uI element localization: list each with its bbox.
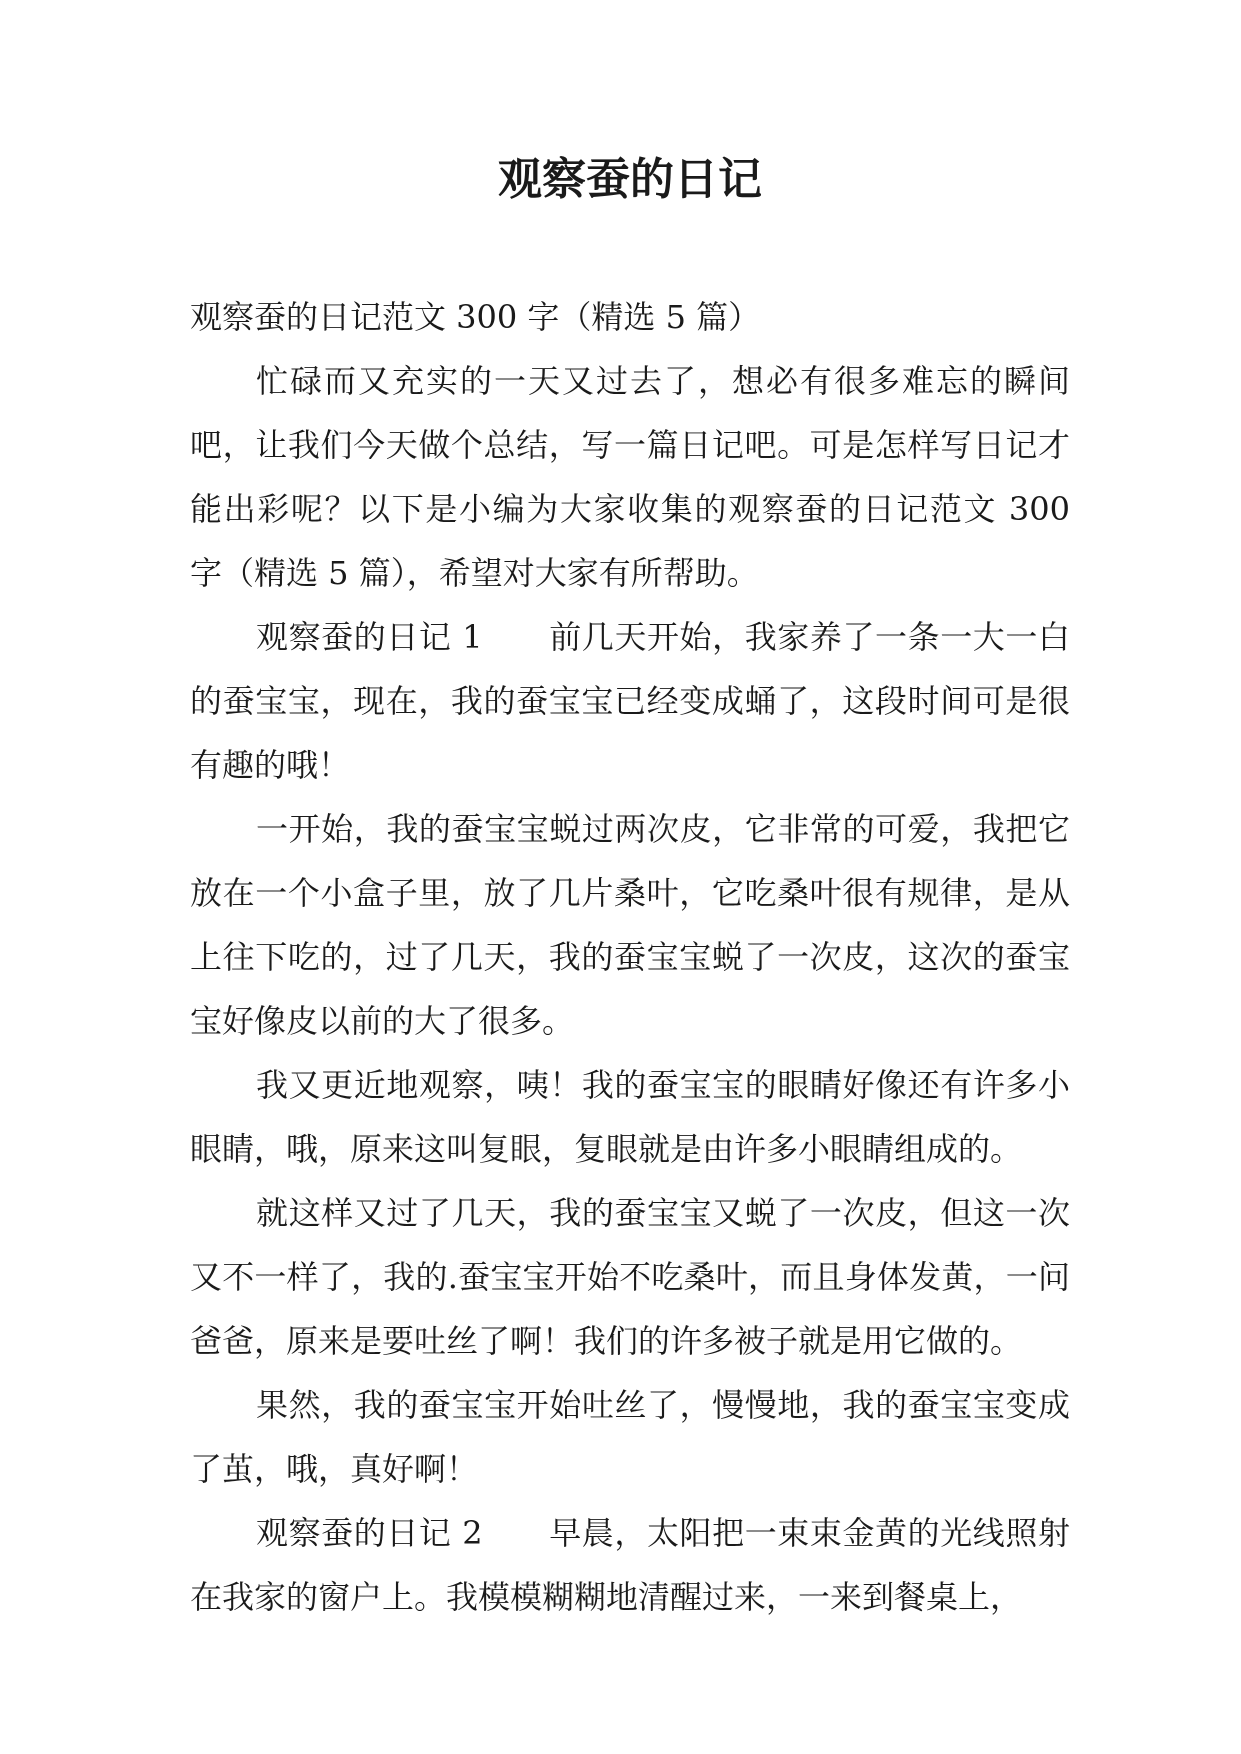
document-subtitle: 观察蚕的日记范文 300 字（精选 5 篇）: [190, 298, 761, 336]
diary-1-body-paragraph: 果然，我的蚕宝宝开始吐丝了，慢慢地，我的蚕宝宝变成了茧，哦，真好啊！: [190, 1386, 1070, 1488]
diary-2-heading: 观察蚕的日记 2: [256, 1514, 483, 1552]
diary-1-paragraph: [190, 605, 1070, 797]
diary-1-body-paragraph: 一开始，我的蚕宝宝蜕过两次皮，它非常的可爱，我把它放在一个小盒子里，放了几片桑叶，它吃桑叶很有规律，是从上往下吃的，过了几天，我的蚕宝宝蜕了一次皮，这次的蚕宝宝好像皮以前的大了很多。: [190, 810, 1070, 1040]
diary-1-body-paragraph: 我又更近地观察，咦！我的蚕宝宝的眼睛好像还有许多小眼睛，哦，原来这叫复眼，复眼就是由许多小眼睛组成的。: [190, 1066, 1070, 1168]
diary-2-first-paragraph: 早晨，太阳把一束束金黄的光线照射在我家的窗户上。我模模糊糊地清醒过来，一来到餐桌上，: [190, 1514, 1070, 1616]
diary-1-body-paragraph: 就这样又过了几天，我的蚕宝宝又蜕了一次皮，但这一次又不一样了，我的.蚕宝宝开始不吃桑叶，而且身体发黄，一问爸爸，原来是要吐丝了啊！我们的许多被子就是用它做的。: [190, 1194, 1070, 1360]
document-title: 观察蚕的日记: [498, 154, 762, 205]
document-body: [190, 285, 1070, 1629]
document-page: [190, 0, 1070, 1754]
diary-2-paragraph: [190, 1501, 1070, 1629]
diary-1-first-paragraph: 前几天开始，我家养了一条一大一白的蚕宝宝，现在，我的蚕宝宝已经变成蛹了，这段时间可是很有趣的哦！: [190, 618, 1070, 784]
intro-paragraph: 忙碌而又充实的一天又过去了，想必有很多难忘的瞬间吧，让我们今天做个总结，写一篇日记吧。可是怎样写日记才能出彩呢？以下是小编为大家收集的观察蚕的日记范文 300 字（精选 5 篇），希望对大家有所帮助。: [190, 362, 1070, 592]
diary-1-heading: 观察蚕的日记 1: [256, 618, 483, 656]
